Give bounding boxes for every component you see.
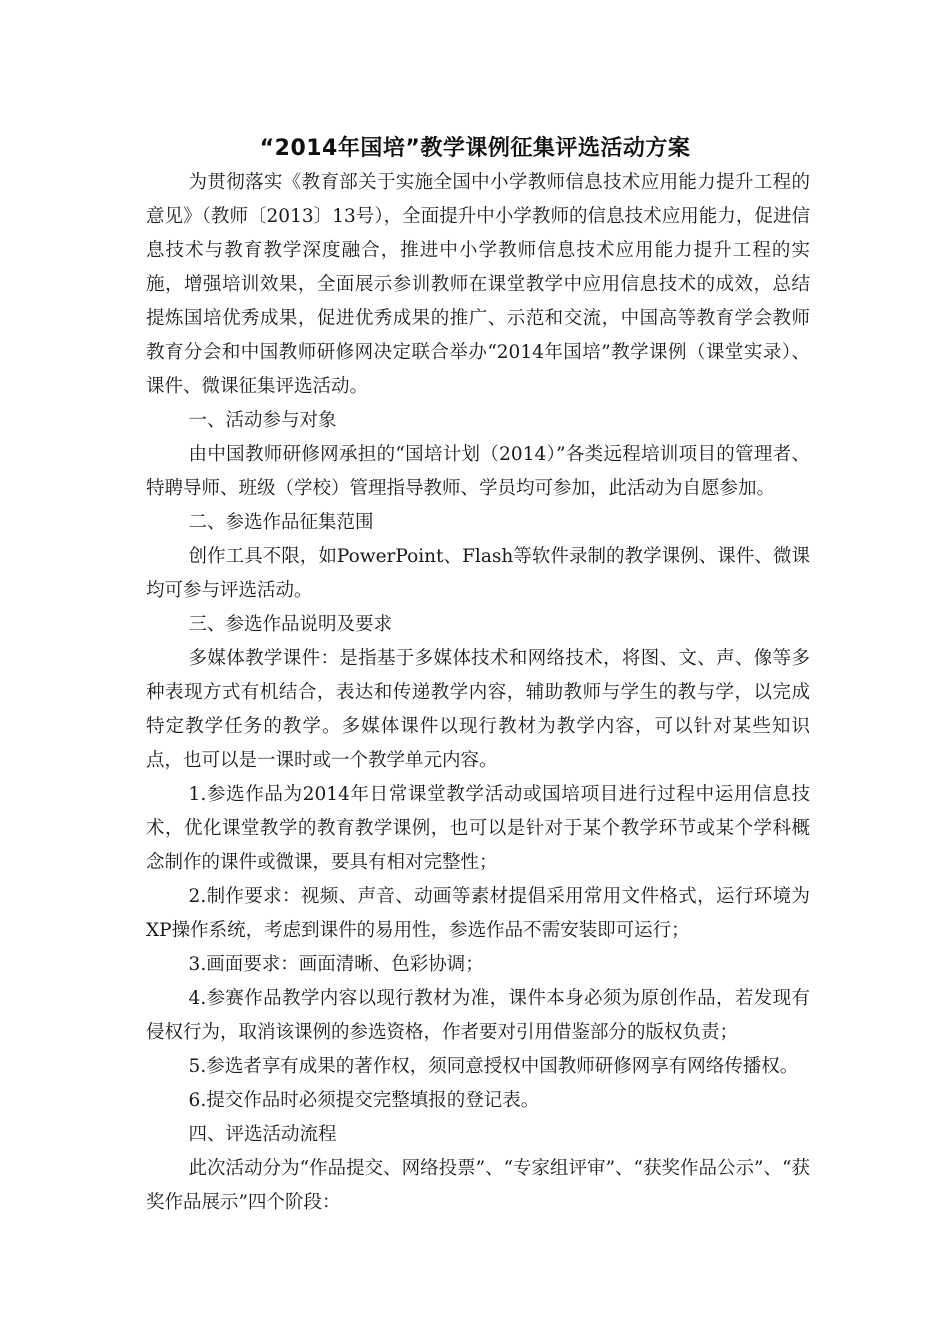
document-body [146,166,810,1220]
heading-requirements: 三、参选作品说明及要求 [188,614,393,635]
requirement-item-4: 4.参赛作品教学内容以现行教材为准，课件本身必须为原创作品，若发现有侵权行为，取消该课例的参选资格，作者要对引用借鉴部分的版权负责； [146,988,810,1043]
heading-participants: 一、活动参与对象 [188,410,337,431]
paragraph-scope: 创作工具不限，如PowerPoint、Flash等软件录制的教学课例、课件、微课均可参与评选活动。 [146,546,810,601]
paragraph-intro: 为贯彻落实《教育部关于实施全国中小学教师信息技术应用能力提升工程的意见》（教师〔2013〕13号），全面提升中小学教师的信息技术应用能力，促进信息技术与教育教学深度融合，推进中小学教师信息技术应用能力提升工程的实施，增强培训效果，全面展示参训教师在课堂教学中应用信息技术的成效，总结提炼国培优秀成果，促进优秀成果的推广、示范和交流，中国高等教育学会教师教育分会和中国教师研修网决定联合举办“2014年国培”教学课例（课堂实录）、课件、微课征集评选活动。 [146,172,810,397]
requirement-item-1: 1.参选作品为2014年日常课堂教学活动或国培项目进行过程中运用信息技术，优化课堂教学的教育教学课例，也可以是针对于某个教学环节或某个学科概念制作的课件或微课，要具有相对完整性； [146,784,810,873]
paragraph-participants: 由中国教师研修网承担的“国培计划（2014）”各类远程培训项目的管理者、特聘导师、班级（学校）管理指导教师、学员均可参加，此活动为自愿参加。 [146,444,810,499]
requirement-item-2: 2.制作要求：视频、声音、动画等素材提倡采用常用文件格式，运行环境为XP操作系统，考虑到课件的易用性，参选作品不需安装即可运行； [146,886,810,941]
document-title: “2014年国培”教学课例征集评选活动方案 [259,136,691,161]
paragraph-process: 此次活动分为“作品提交、网络投票”、“专家组评审”、“获奖作品公示”、“获奖作品展示”四个阶段： [146,1158,810,1213]
paragraph-courseware-definition: 多媒体教学课件：是指基于多媒体技术和网络技术，将图、文、声、像等多种表现方式有机结合，表达和传递教学内容，辅助教师与学生的教与学，以完成特定教学任务的教学。多媒体课件以现行教材为教学内容，可以针对某些知识点，也可以是一课时或一个教学单元内容。 [146,648,810,771]
heading-scope: 二、参选作品征集范围 [188,512,374,533]
requirement-item-5: 5.参选者享有成果的著作权，须同意授权中国教师研修网享有网络传播权。 [188,1056,799,1077]
requirement-item-6: 6.提交作品时必须提交完整填报的登记表。 [188,1090,540,1111]
requirement-item-3: 3.画面要求：画面清晰、色彩协调； [188,954,484,975]
heading-process: 四、评选活动流程 [188,1124,337,1145]
